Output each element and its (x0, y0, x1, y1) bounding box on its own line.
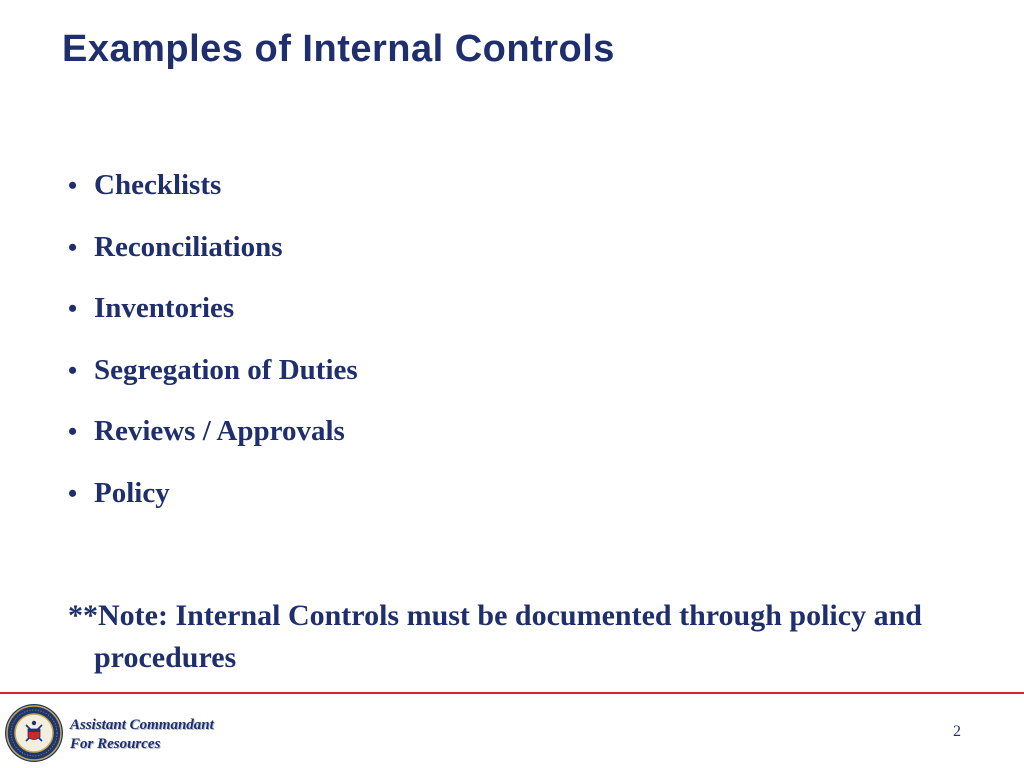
page-number: 2 (953, 723, 961, 740)
bullet-item: • Inventories (68, 286, 358, 348)
footer-org-line-2: For Resources (70, 736, 161, 752)
bullet-list (68, 163, 358, 532)
footer-organization (70, 716, 214, 754)
bullet-item: • Policy (68, 471, 358, 533)
bullet-item: • Checklists (68, 163, 358, 225)
coast-guard-seal-icon (4, 703, 64, 763)
bullet-item: • Reviews / Approvals (68, 409, 358, 471)
footer-divider (0, 692, 1024, 694)
bullet-item: • Segregation of Duties (68, 348, 358, 410)
footer-org-line-1: Assistant Commandant (70, 717, 214, 733)
slide-title: Examples of Internal Controls (62, 28, 615, 70)
note-text: **Note: Internal Controls must be documented through policy and procedures (68, 599, 922, 674)
bullet-item: • Reconciliations (68, 225, 358, 287)
